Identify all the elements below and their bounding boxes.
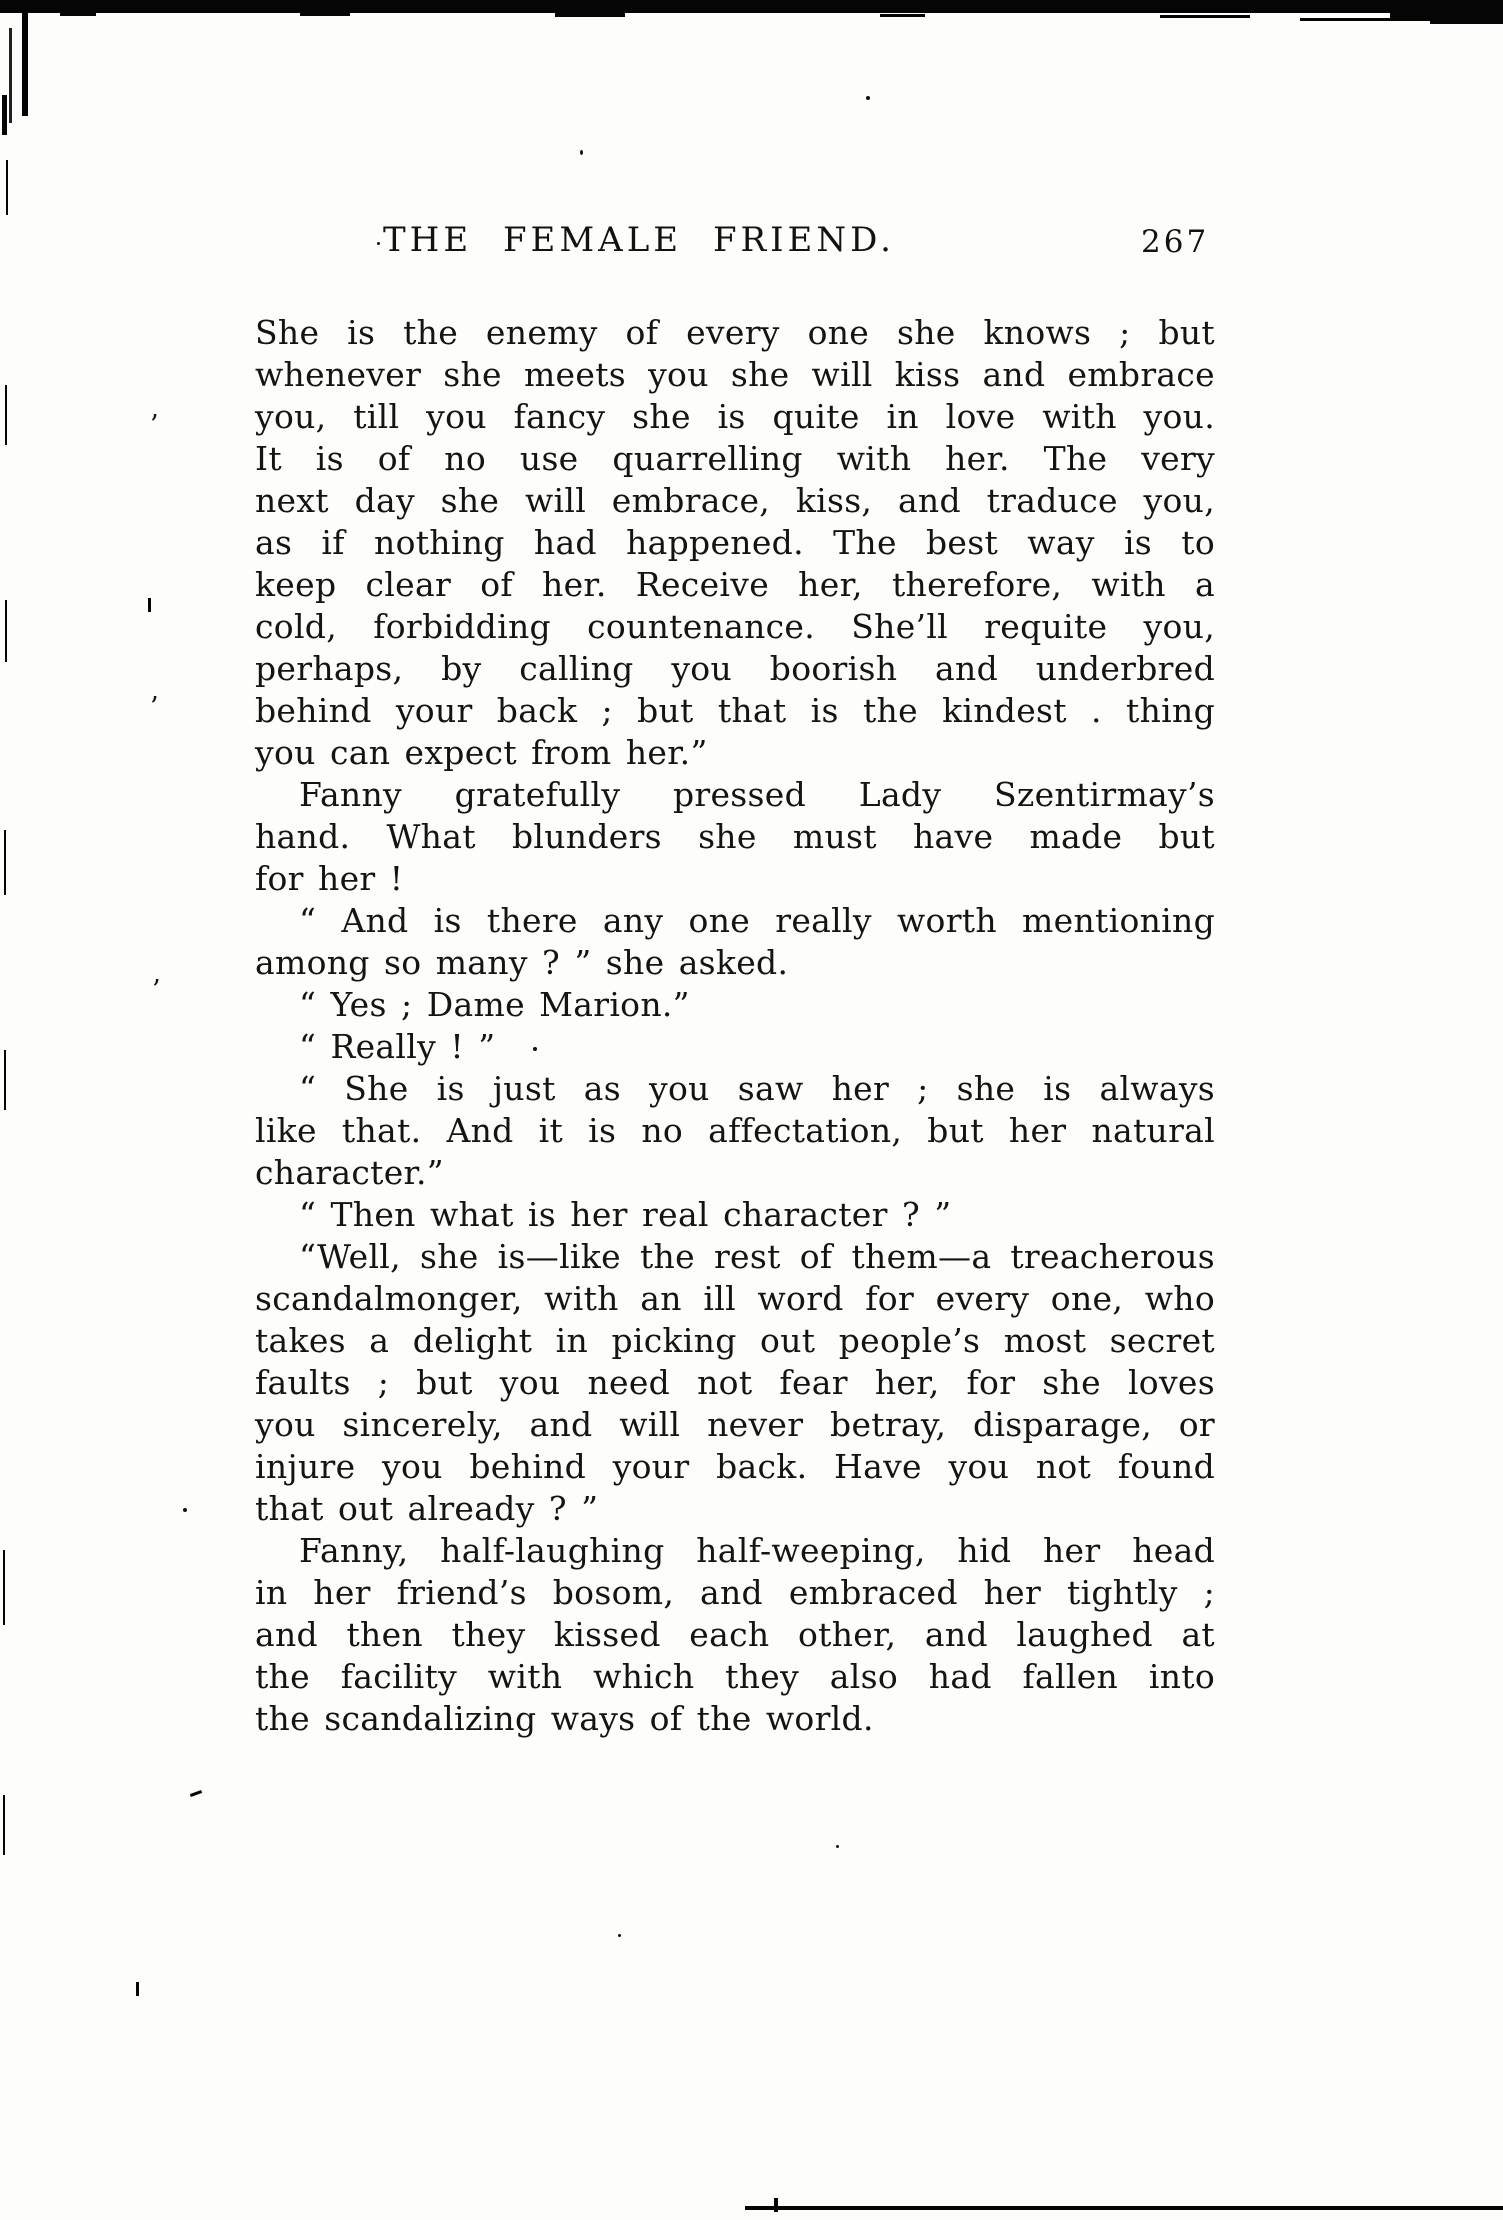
ink-speck <box>866 96 870 100</box>
paragraph <box>255 1236 1215 1530</box>
scan-artifact <box>555 13 625 17</box>
text-line: takes a delight in picking out people’s most secret <box>255 1321 1215 1360</box>
text-line: keep clear of her. Receive her, therefore, with a <box>255 565 1215 604</box>
scan-artifact <box>1300 18 1420 21</box>
scan-artifact-gutter-line <box>22 8 28 116</box>
ink-speck <box>618 1934 621 1937</box>
running-title: THE FEMALE FRIEND. <box>383 220 895 260</box>
ink-speck <box>136 1982 139 1996</box>
ink-speck: ’ <box>150 692 159 723</box>
text-line: that out already ? ” <box>255 1489 599 1528</box>
text-line: She is the enemy of every one she knows ; but <box>255 313 1215 352</box>
text-line: the facility with which they also had fallen into <box>255 1657 1215 1696</box>
scan-artifact-gutter-dash <box>4 830 6 895</box>
page-number: 267 <box>1141 224 1210 260</box>
text-line: “ She is just as you saw her ; she is always <box>299 1069 1215 1108</box>
text-column <box>255 312 1215 1740</box>
scan-artifact <box>60 12 96 16</box>
text-line: you can expect from her.” <box>255 733 708 772</box>
scan-artifact <box>300 13 350 16</box>
text-line: next day she will embrace, kiss, and traduce you, <box>255 481 1215 520</box>
ink-speck <box>148 598 151 612</box>
text-line: behind your back ; but that is the kindest . thing <box>255 691 1215 730</box>
paragraph <box>255 984 1215 1026</box>
ink-speck <box>183 1508 187 1512</box>
scan-artifact <box>880 14 925 17</box>
page-header <box>0 220 1503 270</box>
scan-artifact-top-bar <box>0 0 1503 13</box>
text-line: perhaps, by calling you boorish and underbred <box>255 649 1215 688</box>
text-line: cold, forbidding countenance. She’ll requite you, <box>255 607 1215 646</box>
ink-speck <box>190 1790 202 1797</box>
paragraph <box>255 1194 1215 1236</box>
text-line: character.” <box>255 1153 444 1192</box>
text-line: hand. What blunders she must have made but <box>255 817 1215 856</box>
ink-speck <box>580 150 583 155</box>
scan-artifact-gutter-dash <box>5 600 7 662</box>
scan-artifact <box>1430 21 1503 24</box>
scan-artifact <box>1160 15 1250 18</box>
scan-artifact-bottom-line <box>745 2206 1503 2210</box>
scan-artifact <box>2 95 7 135</box>
text-line: faults ; but you need not fear her, for she loves <box>255 1363 1215 1402</box>
text-line: you sincerely, and will never betray, disparage, or <box>255 1405 1215 1444</box>
scan-artifact-gutter-dash <box>6 160 8 215</box>
text-line: Fanny, half-laughing half-weeping, hid her head <box>299 1531 1215 1570</box>
text-line: whenever she meets you she will kiss and embrace <box>255 355 1215 394</box>
text-line: for her ! <box>255 859 404 898</box>
paragraph <box>255 1068 1215 1194</box>
text-line: scandalmonger, with an ill word for every one, who <box>255 1279 1215 1318</box>
scan-artifact-gutter-dash <box>4 1050 6 1110</box>
paragraph <box>255 1530 1215 1740</box>
text-line: “ Then what is her real character ? ” <box>299 1195 952 1234</box>
ink-speck <box>836 1845 839 1848</box>
text-line: It is of no use quarrelling with her. The very <box>255 439 1215 478</box>
text-line: injure you behind your back. Have you not found <box>255 1447 1215 1486</box>
text-line: and then they kissed each other, and laughed at <box>255 1615 1215 1654</box>
text-line: “ Yes ; Dame Marion.” <box>299 985 690 1024</box>
paragraph <box>255 1026 1215 1068</box>
text-line: Fanny gratefully pressed Lady Szentirmay’s <box>299 775 1215 814</box>
text-line: like that. And it is no affectation, but her natural <box>255 1111 1215 1150</box>
text-line: “Well, she is—like the rest of them—a treacherous <box>299 1237 1215 1276</box>
scan-artifact-gutter-dash <box>3 1550 5 1625</box>
scan-artifact-gutter-dash <box>3 1795 5 1855</box>
text-line: the scandalizing ways of the world. <box>255 1699 874 1738</box>
ink-speck: ’ <box>152 975 161 1006</box>
ink-speck: ’ <box>150 410 159 441</box>
text-line: in her friend’s bosom, and embraced her tightly ; <box>255 1573 1215 1612</box>
text-line: as if nothing had happened. The best way is to <box>255 523 1215 562</box>
paragraph <box>255 900 1215 984</box>
text-line: “ Really ! ” <box>299 1027 496 1066</box>
paragraph <box>255 312 1215 774</box>
paragraph <box>255 774 1215 900</box>
text-line: among so many ? ” she asked. <box>255 943 789 982</box>
scan-artifact-gutter-line <box>9 28 12 123</box>
text-line: “ And is there any one really worth mentioning <box>299 901 1215 940</box>
scan-artifact-gutter-dash <box>5 385 7 445</box>
text-line: you, till you fancy she is quite in love with you. <box>255 397 1215 436</box>
